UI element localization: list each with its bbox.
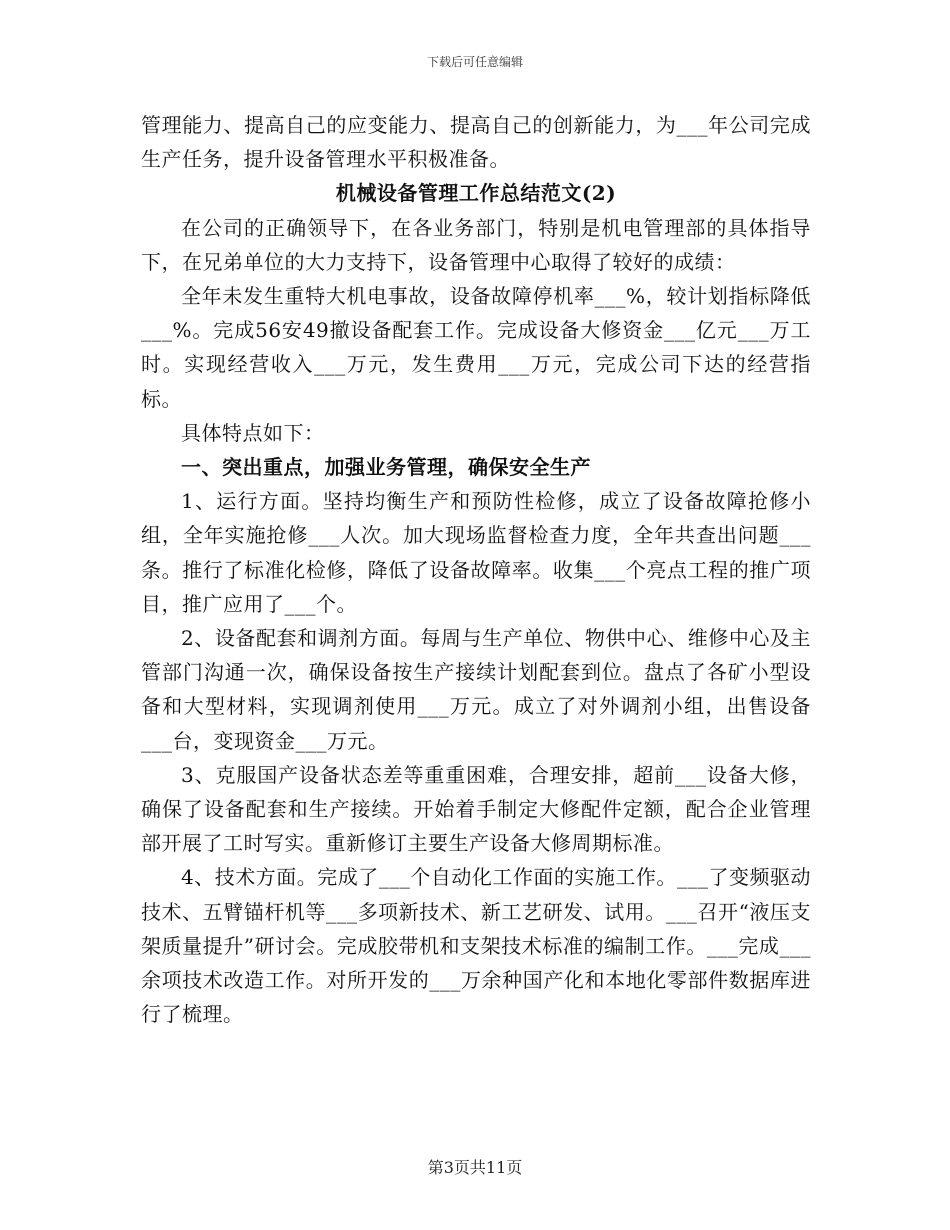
page-header: 下载后可任意编辑 [426, 55, 523, 69]
paragraph-intro: 在公司的正确领导下，在各业务部门，特别是机电管理部的具体指导下，在兄弟单位的大力支持下，设备管理中心取得了较好的成绩： [141, 215, 811, 274]
paragraph-item-2: 2、设备配套和调剂方面。每周与生产单位、物供中心、维修中心及主管部门沟通一次，确保设备按生产接续计划配套到位。盘点了各矿小型设备和大型材料，实现调剂使用___万元。成立了对外调剂小组，出售设备___台，变现资金___万元。 [141, 626, 811, 753]
paragraph-features-intro: 具体特点如下： [181, 420, 325, 445]
document-body [141, 108, 811, 1031]
paragraph-continuation: 管理能力、提高自己的应变能力、提高自己的创新能力，为___年公司完成生产任务，提升设备管理水平积极准备。 [141, 113, 811, 172]
paragraph-results: 全年未发生重特大机电事故，设备故障停机率___%，较计划指标降低___%。完成56安49撤设备配套工作。完成设备大修资金___亿元___万工时。实现经营收入___万元，发生费用___万元，完成公司下达的经营指标。 [141, 284, 811, 411]
subheading-1: 一、突出重点，加强业务管理，确保安全生产 [181, 455, 591, 480]
paragraph-item-4: 4、技术方面。完成了___个自动化工作面的实施工作。___了变频驱动技术、五臂锚杆机等___多项新技术、新工艺研发、试用。___召开“液压支架质量提升”研讨会。完成胶带机和支架技术标准的编制工作。___完成___余项技术改造工作。对所开发的___万余种国产化和本地化零部件数据库进行了梳理。 [141, 865, 811, 1027]
paragraph-item-1: 1、运行方面。坚持均衡生产和预防性检修，成立了设备故障抢修小组，全年实施抢修___人次。加大现场监督检查力度，全年共查出问题___条。推行了标准化检修，降低了设备故障率。收集___个亮点工程的推广项目，推广应用了___个。 [141, 489, 811, 616]
paragraph-item-3: 3、克服国产设备状态差等重重困难，合理安排，超前___设备大修，确保了设备配套和生产接续。开始着手制定大修配件定额，配合企业管理部开展了工时写实。重新修订主要生产设备大修周期标准。 [141, 762, 811, 856]
page-footer: 第3页共11页 [427, 1158, 523, 1177]
section-title: 机械设备管理工作总结范文(2) [335, 181, 617, 206]
